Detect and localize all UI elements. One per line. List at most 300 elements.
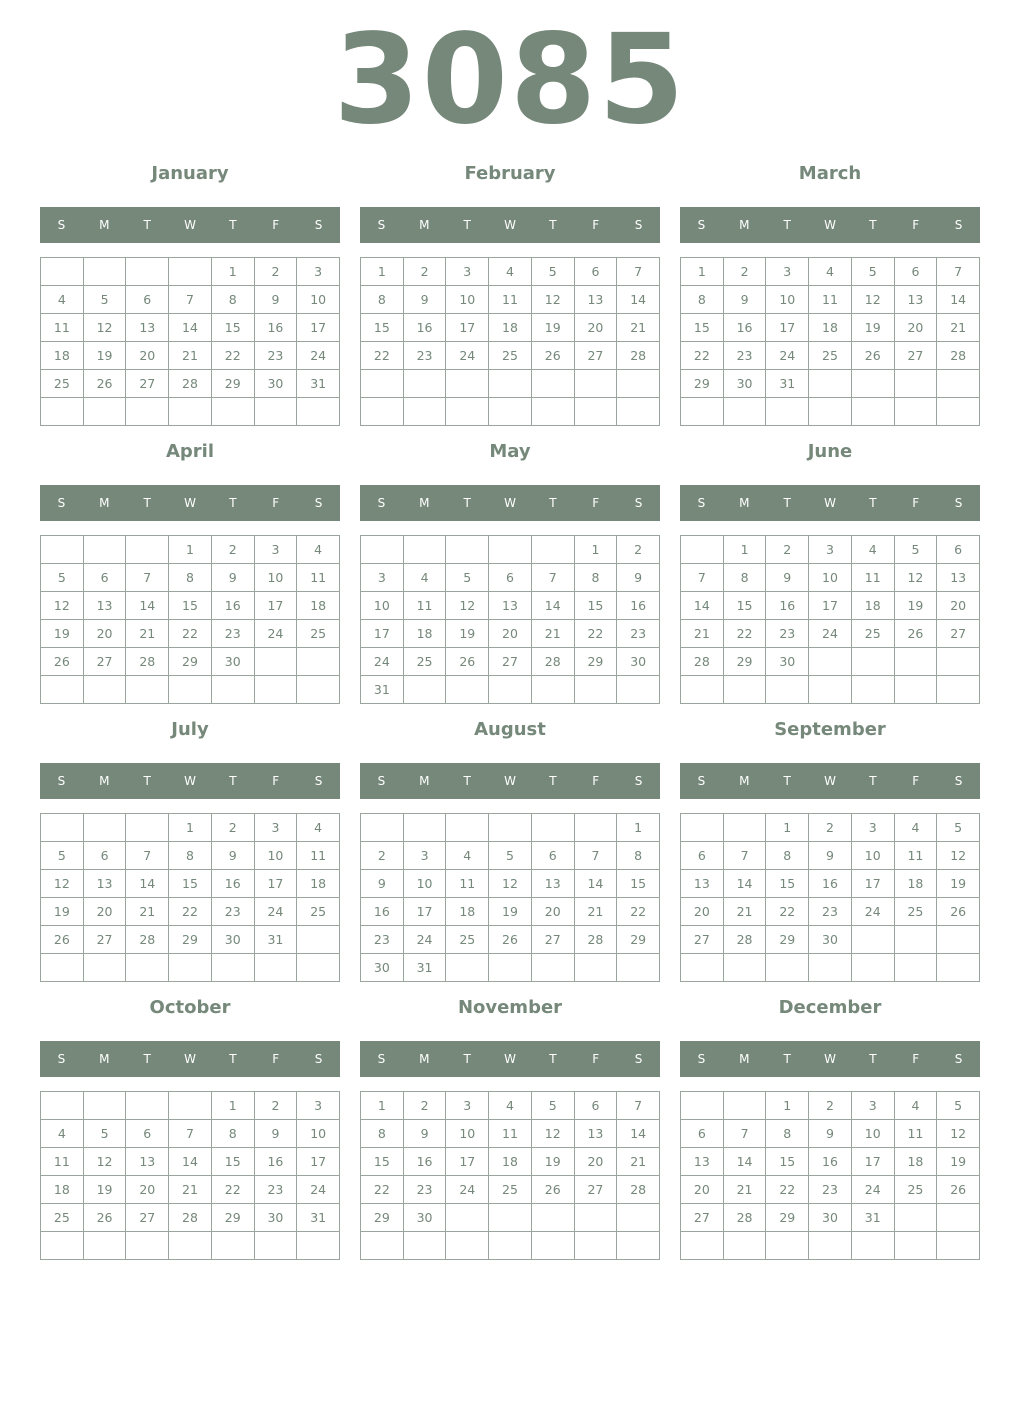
day-cell: 2 xyxy=(212,536,255,564)
day-cell: 18 xyxy=(41,342,84,370)
day-cell: 29 xyxy=(169,926,212,954)
weekday-label: M xyxy=(99,774,110,788)
day-cell: 17 xyxy=(255,592,298,620)
weekday-label: T xyxy=(549,774,557,788)
day-cell: 24 xyxy=(255,620,298,648)
day-cell: 8 xyxy=(212,1120,255,1148)
day-cell xyxy=(532,814,575,842)
day-cell xyxy=(617,398,660,426)
day-cell: 29 xyxy=(169,648,212,676)
day-cell xyxy=(937,1232,980,1260)
month-title: August xyxy=(474,719,546,740)
day-cell: 4 xyxy=(489,258,532,286)
day-cell: 1 xyxy=(681,258,724,286)
day-cell: 23 xyxy=(617,620,660,648)
day-cell: 6 xyxy=(681,1120,724,1148)
day-cell xyxy=(212,954,255,982)
day-cell: 28 xyxy=(169,370,212,398)
day-cell: 5 xyxy=(41,564,84,592)
day-cell: 9 xyxy=(724,286,767,314)
day-cell: 29 xyxy=(617,926,660,954)
day-cell: 6 xyxy=(575,1092,618,1120)
day-cell: 20 xyxy=(84,620,127,648)
day-cell: 14 xyxy=(169,314,212,342)
day-cell: 13 xyxy=(84,870,127,898)
day-cell: 15 xyxy=(575,592,618,620)
weekday-label: T xyxy=(869,1052,877,1066)
day-cell: 2 xyxy=(809,814,852,842)
weekday-label: S xyxy=(314,1052,323,1066)
weekday-label: S xyxy=(634,496,643,510)
day-cell: 16 xyxy=(255,1148,298,1176)
month-title: March xyxy=(798,163,862,184)
day-cell: 14 xyxy=(617,1120,660,1148)
day-cell: 14 xyxy=(575,870,618,898)
day-cell: 20 xyxy=(126,342,169,370)
weekday-label: W xyxy=(824,1052,836,1066)
day-cell: 22 xyxy=(617,898,660,926)
weekday-label: T xyxy=(143,218,151,232)
day-cell: 15 xyxy=(169,870,212,898)
day-cell: 30 xyxy=(361,954,404,982)
day-cell: 18 xyxy=(41,1176,84,1204)
day-cell: 9 xyxy=(212,842,255,870)
weekday-label: S xyxy=(314,774,323,788)
day-cell: 24 xyxy=(852,1176,895,1204)
day-cell xyxy=(297,926,340,954)
day-cell: 26 xyxy=(937,1176,980,1204)
day-cell: 18 xyxy=(404,620,447,648)
day-cell: 10 xyxy=(446,1120,489,1148)
day-cell: 6 xyxy=(489,564,532,592)
day-cell: 14 xyxy=(937,286,980,314)
day-cell xyxy=(681,1232,724,1260)
day-cell: 25 xyxy=(489,342,532,370)
day-cell: 12 xyxy=(84,314,127,342)
day-cell: 6 xyxy=(895,258,938,286)
day-cell: 18 xyxy=(297,592,340,620)
day-cell xyxy=(255,1232,298,1260)
day-cell: 21 xyxy=(617,1148,660,1176)
day-cell: 21 xyxy=(126,620,169,648)
day-cell xyxy=(446,1232,489,1260)
weekday-label: T xyxy=(463,1052,471,1066)
day-cell: 20 xyxy=(532,898,575,926)
day-cell: 13 xyxy=(681,870,724,898)
weekday-label: S xyxy=(57,218,66,232)
day-cell xyxy=(84,814,127,842)
day-cell xyxy=(895,1232,938,1260)
day-cell: 3 xyxy=(766,258,809,286)
day-cell: 26 xyxy=(532,342,575,370)
day-cell: 29 xyxy=(575,648,618,676)
day-cell: 17 xyxy=(446,1148,489,1176)
day-cell: 22 xyxy=(724,620,767,648)
day-cell: 25 xyxy=(895,898,938,926)
weekday-header xyxy=(40,207,340,243)
day-cell: 24 xyxy=(852,898,895,926)
day-cell xyxy=(681,954,724,982)
day-cell xyxy=(361,398,404,426)
day-cell: 8 xyxy=(169,842,212,870)
day-cell: 27 xyxy=(84,926,127,954)
day-cell: 28 xyxy=(617,1176,660,1204)
month-title: May xyxy=(489,441,531,462)
day-cell xyxy=(681,536,724,564)
day-cell xyxy=(895,1204,938,1232)
weekday-header xyxy=(360,1041,660,1077)
weekday-label: T xyxy=(143,774,151,788)
day-cell: 19 xyxy=(446,620,489,648)
day-cell: 1 xyxy=(361,1092,404,1120)
day-cell xyxy=(84,1232,127,1260)
day-cell: 4 xyxy=(297,814,340,842)
day-cell xyxy=(169,954,212,982)
day-cell: 11 xyxy=(809,286,852,314)
day-cell: 29 xyxy=(766,1204,809,1232)
weekday-label: W xyxy=(824,218,836,232)
day-cell: 27 xyxy=(895,342,938,370)
day-cell: 24 xyxy=(404,926,447,954)
day-cell xyxy=(937,398,980,426)
day-cell: 27 xyxy=(126,1204,169,1232)
day-cell xyxy=(575,814,618,842)
day-cell xyxy=(681,814,724,842)
day-cell: 2 xyxy=(809,1092,852,1120)
day-cell xyxy=(895,926,938,954)
day-cell xyxy=(446,814,489,842)
day-cell xyxy=(297,398,340,426)
day-cell: 11 xyxy=(297,564,340,592)
weekday-label: W xyxy=(504,774,516,788)
day-cell: 10 xyxy=(852,842,895,870)
month-title: September xyxy=(774,719,886,740)
day-cell: 16 xyxy=(809,1148,852,1176)
day-cell xyxy=(766,398,809,426)
day-cell: 5 xyxy=(937,814,980,842)
day-cell: 2 xyxy=(617,536,660,564)
day-cell: 6 xyxy=(681,842,724,870)
day-cell: 19 xyxy=(84,342,127,370)
day-cell xyxy=(489,398,532,426)
day-cell xyxy=(126,258,169,286)
day-cell xyxy=(489,814,532,842)
day-cell: 5 xyxy=(41,842,84,870)
day-cell: 23 xyxy=(212,898,255,926)
day-cell: 13 xyxy=(84,592,127,620)
weekday-label: F xyxy=(272,496,280,510)
day-cell: 7 xyxy=(617,258,660,286)
day-cell: 16 xyxy=(724,314,767,342)
day-cell: 6 xyxy=(126,1120,169,1148)
day-cell: 17 xyxy=(766,314,809,342)
day-cell: 23 xyxy=(361,926,404,954)
day-cell: 23 xyxy=(404,1176,447,1204)
day-cell: 13 xyxy=(575,1120,618,1148)
day-cell: 27 xyxy=(681,926,724,954)
day-cell: 23 xyxy=(809,1176,852,1204)
day-cell xyxy=(575,676,618,704)
day-cell: 7 xyxy=(575,842,618,870)
day-cell: 6 xyxy=(84,564,127,592)
day-cell: 24 xyxy=(766,342,809,370)
day-cell xyxy=(41,1092,84,1120)
day-cell: 2 xyxy=(724,258,767,286)
weekday-label: T xyxy=(549,496,557,510)
day-cell: 1 xyxy=(212,1092,255,1120)
day-cell xyxy=(575,1232,618,1260)
day-cell xyxy=(681,398,724,426)
day-cell xyxy=(532,676,575,704)
day-cell: 7 xyxy=(937,258,980,286)
day-cell: 21 xyxy=(169,342,212,370)
day-cell xyxy=(404,536,447,564)
month-title: January xyxy=(151,163,229,184)
day-cell: 5 xyxy=(446,564,489,592)
weekday-label: F xyxy=(912,774,920,788)
day-cell: 3 xyxy=(255,814,298,842)
day-cell: 11 xyxy=(404,592,447,620)
day-cell xyxy=(937,648,980,676)
weekday-label: F xyxy=(592,1052,600,1066)
day-cell xyxy=(255,398,298,426)
day-cell: 24 xyxy=(297,1176,340,1204)
day-cell: 27 xyxy=(681,1204,724,1232)
day-cell xyxy=(446,676,489,704)
day-cell: 17 xyxy=(404,898,447,926)
day-cell: 16 xyxy=(809,870,852,898)
day-cell xyxy=(617,954,660,982)
day-cell: 1 xyxy=(724,536,767,564)
day-cell: 28 xyxy=(724,1204,767,1232)
weekday-header xyxy=(40,763,340,799)
weekday-label: S xyxy=(697,496,706,510)
day-cell: 2 xyxy=(255,258,298,286)
day-cell: 3 xyxy=(404,842,447,870)
weekday-label: S xyxy=(954,496,963,510)
day-cell: 14 xyxy=(532,592,575,620)
month-title: November xyxy=(457,997,563,1018)
day-cell: 9 xyxy=(404,1120,447,1148)
day-cell: 14 xyxy=(126,870,169,898)
day-cell xyxy=(724,676,767,704)
day-cell: 15 xyxy=(169,592,212,620)
day-cell xyxy=(361,1232,404,1260)
day-cell xyxy=(489,1204,532,1232)
day-cell: 3 xyxy=(809,536,852,564)
day-cell xyxy=(404,1232,447,1260)
day-cell: 1 xyxy=(766,814,809,842)
weekday-header xyxy=(680,485,980,521)
day-cell: 15 xyxy=(681,314,724,342)
day-cell: 4 xyxy=(404,564,447,592)
weekday-label: S xyxy=(697,218,706,232)
day-grid xyxy=(360,257,660,426)
day-cell: 8 xyxy=(361,286,404,314)
weekday-label: S xyxy=(697,774,706,788)
day-cell xyxy=(297,954,340,982)
day-cell: 26 xyxy=(895,620,938,648)
weekday-header xyxy=(680,1041,980,1077)
weekday-label: W xyxy=(824,774,836,788)
day-cell: 5 xyxy=(84,286,127,314)
day-cell xyxy=(575,954,618,982)
day-cell: 13 xyxy=(681,1148,724,1176)
day-cell: 29 xyxy=(212,1204,255,1232)
day-cell xyxy=(809,1232,852,1260)
day-cell xyxy=(617,370,660,398)
day-cell: 30 xyxy=(212,648,255,676)
day-cell: 27 xyxy=(489,648,532,676)
day-cell: 20 xyxy=(84,898,127,926)
day-cell: 19 xyxy=(84,1176,127,1204)
day-cell: 6 xyxy=(126,286,169,314)
day-cell: 26 xyxy=(852,342,895,370)
day-cell: 10 xyxy=(255,842,298,870)
weekday-label: T xyxy=(549,1052,557,1066)
day-cell: 13 xyxy=(937,564,980,592)
day-cell: 8 xyxy=(617,842,660,870)
day-cell: 3 xyxy=(297,1092,340,1120)
day-cell: 26 xyxy=(41,926,84,954)
day-cell: 10 xyxy=(446,286,489,314)
day-cell: 20 xyxy=(575,1148,618,1176)
day-cell: 25 xyxy=(297,898,340,926)
day-cell xyxy=(446,1204,489,1232)
day-cell xyxy=(489,536,532,564)
day-grid xyxy=(360,535,660,704)
day-cell xyxy=(937,370,980,398)
weekday-label: T xyxy=(869,218,877,232)
day-cell: 21 xyxy=(126,898,169,926)
day-cell: 24 xyxy=(361,648,404,676)
day-cell: 13 xyxy=(126,1148,169,1176)
day-cell xyxy=(126,398,169,426)
weekday-label: T xyxy=(143,1052,151,1066)
weekday-header xyxy=(40,485,340,521)
day-cell: 12 xyxy=(41,870,84,898)
day-cell: 7 xyxy=(617,1092,660,1120)
day-cell xyxy=(489,676,532,704)
day-cell: 4 xyxy=(895,814,938,842)
day-cell xyxy=(617,1204,660,1232)
day-cell: 9 xyxy=(809,1120,852,1148)
day-cell: 21 xyxy=(532,620,575,648)
day-cell: 31 xyxy=(255,926,298,954)
day-cell: 26 xyxy=(84,370,127,398)
day-cell: 9 xyxy=(255,1120,298,1148)
day-cell: 31 xyxy=(297,1204,340,1232)
day-cell: 11 xyxy=(297,842,340,870)
day-cell: 21 xyxy=(169,1176,212,1204)
day-cell xyxy=(361,536,404,564)
day-cell: 4 xyxy=(446,842,489,870)
day-cell: 25 xyxy=(489,1176,532,1204)
day-cell: 4 xyxy=(297,536,340,564)
day-cell: 27 xyxy=(937,620,980,648)
day-cell xyxy=(724,814,767,842)
day-cell: 18 xyxy=(489,1148,532,1176)
day-cell: 12 xyxy=(84,1148,127,1176)
weekday-header xyxy=(360,763,660,799)
day-cell: 28 xyxy=(532,648,575,676)
day-cell: 21 xyxy=(617,314,660,342)
day-cell: 2 xyxy=(404,258,447,286)
weekday-label: S xyxy=(57,496,66,510)
day-cell: 12 xyxy=(41,592,84,620)
day-cell xyxy=(126,536,169,564)
day-cell: 3 xyxy=(852,1092,895,1120)
day-cell xyxy=(937,926,980,954)
weekday-label: S xyxy=(314,218,323,232)
weekday-label: M xyxy=(739,496,750,510)
day-cell: 30 xyxy=(617,648,660,676)
day-cell xyxy=(84,1092,127,1120)
day-grid xyxy=(680,535,980,704)
day-cell xyxy=(41,258,84,286)
weekday-header xyxy=(680,763,980,799)
day-cell: 7 xyxy=(169,286,212,314)
day-cell: 30 xyxy=(255,370,298,398)
day-cell: 3 xyxy=(361,564,404,592)
day-cell: 23 xyxy=(212,620,255,648)
day-cell: 18 xyxy=(852,592,895,620)
weekday-label: F xyxy=(592,496,600,510)
weekday-label: M xyxy=(99,1052,110,1066)
day-cell: 21 xyxy=(724,1176,767,1204)
day-cell: 17 xyxy=(809,592,852,620)
day-cell: 17 xyxy=(446,314,489,342)
day-cell: 7 xyxy=(724,842,767,870)
day-cell: 2 xyxy=(255,1092,298,1120)
day-cell: 8 xyxy=(169,564,212,592)
day-cell: 10 xyxy=(852,1120,895,1148)
day-cell: 16 xyxy=(255,314,298,342)
day-cell xyxy=(126,676,169,704)
weekday-label: S xyxy=(634,1052,643,1066)
day-cell: 22 xyxy=(169,620,212,648)
weekday-label: F xyxy=(912,1052,920,1066)
day-cell: 28 xyxy=(126,648,169,676)
day-cell: 8 xyxy=(724,564,767,592)
day-cell: 10 xyxy=(297,1120,340,1148)
day-cell: 12 xyxy=(937,1120,980,1148)
weekday-header xyxy=(40,1041,340,1077)
weekday-label: M xyxy=(419,496,430,510)
day-cell: 21 xyxy=(575,898,618,926)
day-grid xyxy=(40,813,340,982)
day-cell: 22 xyxy=(212,342,255,370)
day-cell: 25 xyxy=(895,1176,938,1204)
day-grid xyxy=(40,535,340,704)
day-cell: 17 xyxy=(297,1148,340,1176)
day-cell: 13 xyxy=(126,314,169,342)
weekday-label: S xyxy=(954,774,963,788)
day-cell: 28 xyxy=(126,926,169,954)
day-cell: 19 xyxy=(532,314,575,342)
day-cell xyxy=(532,954,575,982)
day-cell: 27 xyxy=(126,370,169,398)
month-title: February xyxy=(464,163,556,184)
day-cell xyxy=(895,648,938,676)
day-cell: 30 xyxy=(809,1204,852,1232)
day-cell: 31 xyxy=(766,370,809,398)
weekday-label: T xyxy=(463,774,471,788)
day-cell: 26 xyxy=(84,1204,127,1232)
day-cell: 16 xyxy=(617,592,660,620)
day-cell xyxy=(446,370,489,398)
day-cell xyxy=(895,954,938,982)
